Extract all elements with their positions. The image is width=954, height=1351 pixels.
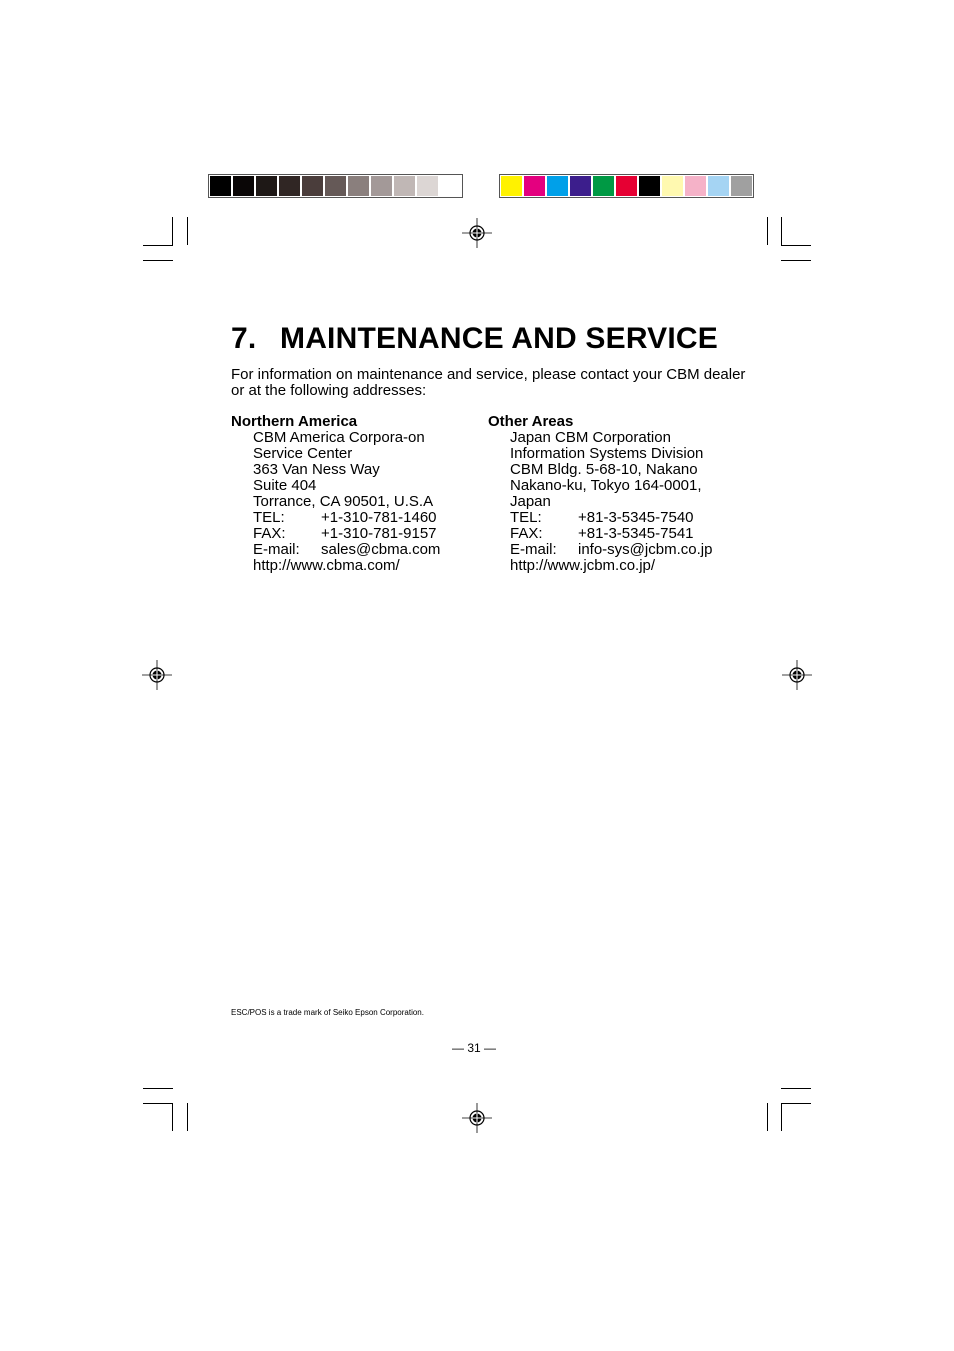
color-calibration-bar <box>499 174 754 198</box>
crop-mark <box>781 245 811 246</box>
registration-mark-icon <box>782 660 812 690</box>
address-line: Information Systems Division <box>510 445 704 462</box>
crop-mark <box>143 260 173 261</box>
color-swatch <box>302 176 324 196</box>
email-row <box>253 542 440 558</box>
color-swatch <box>394 176 416 196</box>
registration-mark-icon <box>462 1103 492 1133</box>
color-swatch <box>685 176 707 196</box>
registration-mark-icon <box>462 218 492 248</box>
crop-mark <box>781 217 782 245</box>
color-swatch <box>210 176 232 196</box>
address-line: CBM Bldg. 5-68-10, Nakano <box>510 461 698 478</box>
region-heading: Northern America <box>231 413 358 430</box>
color-swatch <box>547 176 569 196</box>
fax-row <box>510 526 712 542</box>
registration-mark-icon <box>142 660 172 690</box>
website-url: http://www.cbma.com/ <box>253 557 400 574</box>
address-line: Torrance, CA 90501, U.S.A <box>253 493 434 510</box>
contact-northern-america <box>231 414 440 574</box>
page-title <box>231 322 718 356</box>
tel-label: TEL: <box>253 509 285 526</box>
contact-other-areas <box>488 414 712 574</box>
email-label: E-mail: <box>510 541 557 558</box>
email-value: info-sys@jcbm.co.jp <box>578 541 713 558</box>
website-url: http://www.jcbm.co.jp/ <box>510 557 656 574</box>
fax-label: FAX: <box>510 525 543 542</box>
crop-mark <box>172 1103 173 1131</box>
tel-row <box>253 510 440 526</box>
color-swatch <box>570 176 592 196</box>
crop-mark <box>767 1103 768 1131</box>
color-swatch <box>616 176 638 196</box>
fax-value: +1-310-781-9157 <box>321 525 437 542</box>
tel-value: +81-3-5345-7540 <box>578 509 694 526</box>
crop-mark <box>187 1103 188 1131</box>
title-text: MAINTENANCE AND SERVICE <box>280 322 718 355</box>
color-swatch <box>371 176 393 196</box>
trademark-footnote: ESC/POS is a trade mark of Seiko Epson Corporation. <box>231 1008 424 1017</box>
color-swatch <box>708 176 730 196</box>
email-label: E-mail: <box>253 541 300 558</box>
fax-row <box>253 526 440 542</box>
email-value: sales@cbma.com <box>321 541 441 558</box>
color-swatch <box>348 176 370 196</box>
address-line: 363 Van Ness Way <box>253 461 380 478</box>
color-swatch <box>233 176 255 196</box>
address-line: CBM America Corpora-on <box>253 429 425 446</box>
fax-value: +81-3-5345-7541 <box>578 525 694 542</box>
address-line: Suite 404 <box>253 477 317 494</box>
color-swatch <box>440 176 462 196</box>
tel-value: +1-310-781-1460 <box>321 509 437 526</box>
crop-mark <box>781 260 811 261</box>
color-swatch <box>731 176 753 196</box>
address-line: Service Center <box>253 445 353 462</box>
color-swatch <box>325 176 347 196</box>
color-swatch <box>256 176 278 196</box>
email-row <box>510 542 712 558</box>
address-line: Japan CBM Corporation <box>510 429 671 446</box>
color-swatch <box>417 176 439 196</box>
crop-mark <box>781 1103 782 1131</box>
color-swatch <box>501 176 523 196</box>
title-number: 7. <box>231 322 257 355</box>
crop-mark <box>781 1103 811 1104</box>
crop-mark <box>143 1103 173 1104</box>
address-line: Nakano-ku, Tokyo 164-0001, <box>510 477 702 494</box>
color-swatch <box>593 176 615 196</box>
region-heading: Other Areas <box>488 413 574 430</box>
intro-paragraph: For information on maintenance and service, please contact your CBM dealer or at the following addresses: <box>231 366 746 399</box>
color-swatch <box>524 176 546 196</box>
crop-mark <box>781 1088 811 1089</box>
tel-label: TEL: <box>510 509 542 526</box>
crop-mark <box>767 217 768 245</box>
crop-mark <box>172 217 173 245</box>
color-swatch <box>662 176 684 196</box>
page-number: — 31 — <box>452 1041 497 1055</box>
fax-label: FAX: <box>253 525 286 542</box>
crop-mark <box>143 245 173 246</box>
tel-row <box>510 510 712 526</box>
color-swatch <box>639 176 661 196</box>
grayscale-calibration-bar <box>208 174 463 198</box>
crop-mark <box>187 217 188 245</box>
crop-mark <box>143 1088 173 1089</box>
color-swatch <box>279 176 301 196</box>
address-line: Japan <box>510 493 551 510</box>
